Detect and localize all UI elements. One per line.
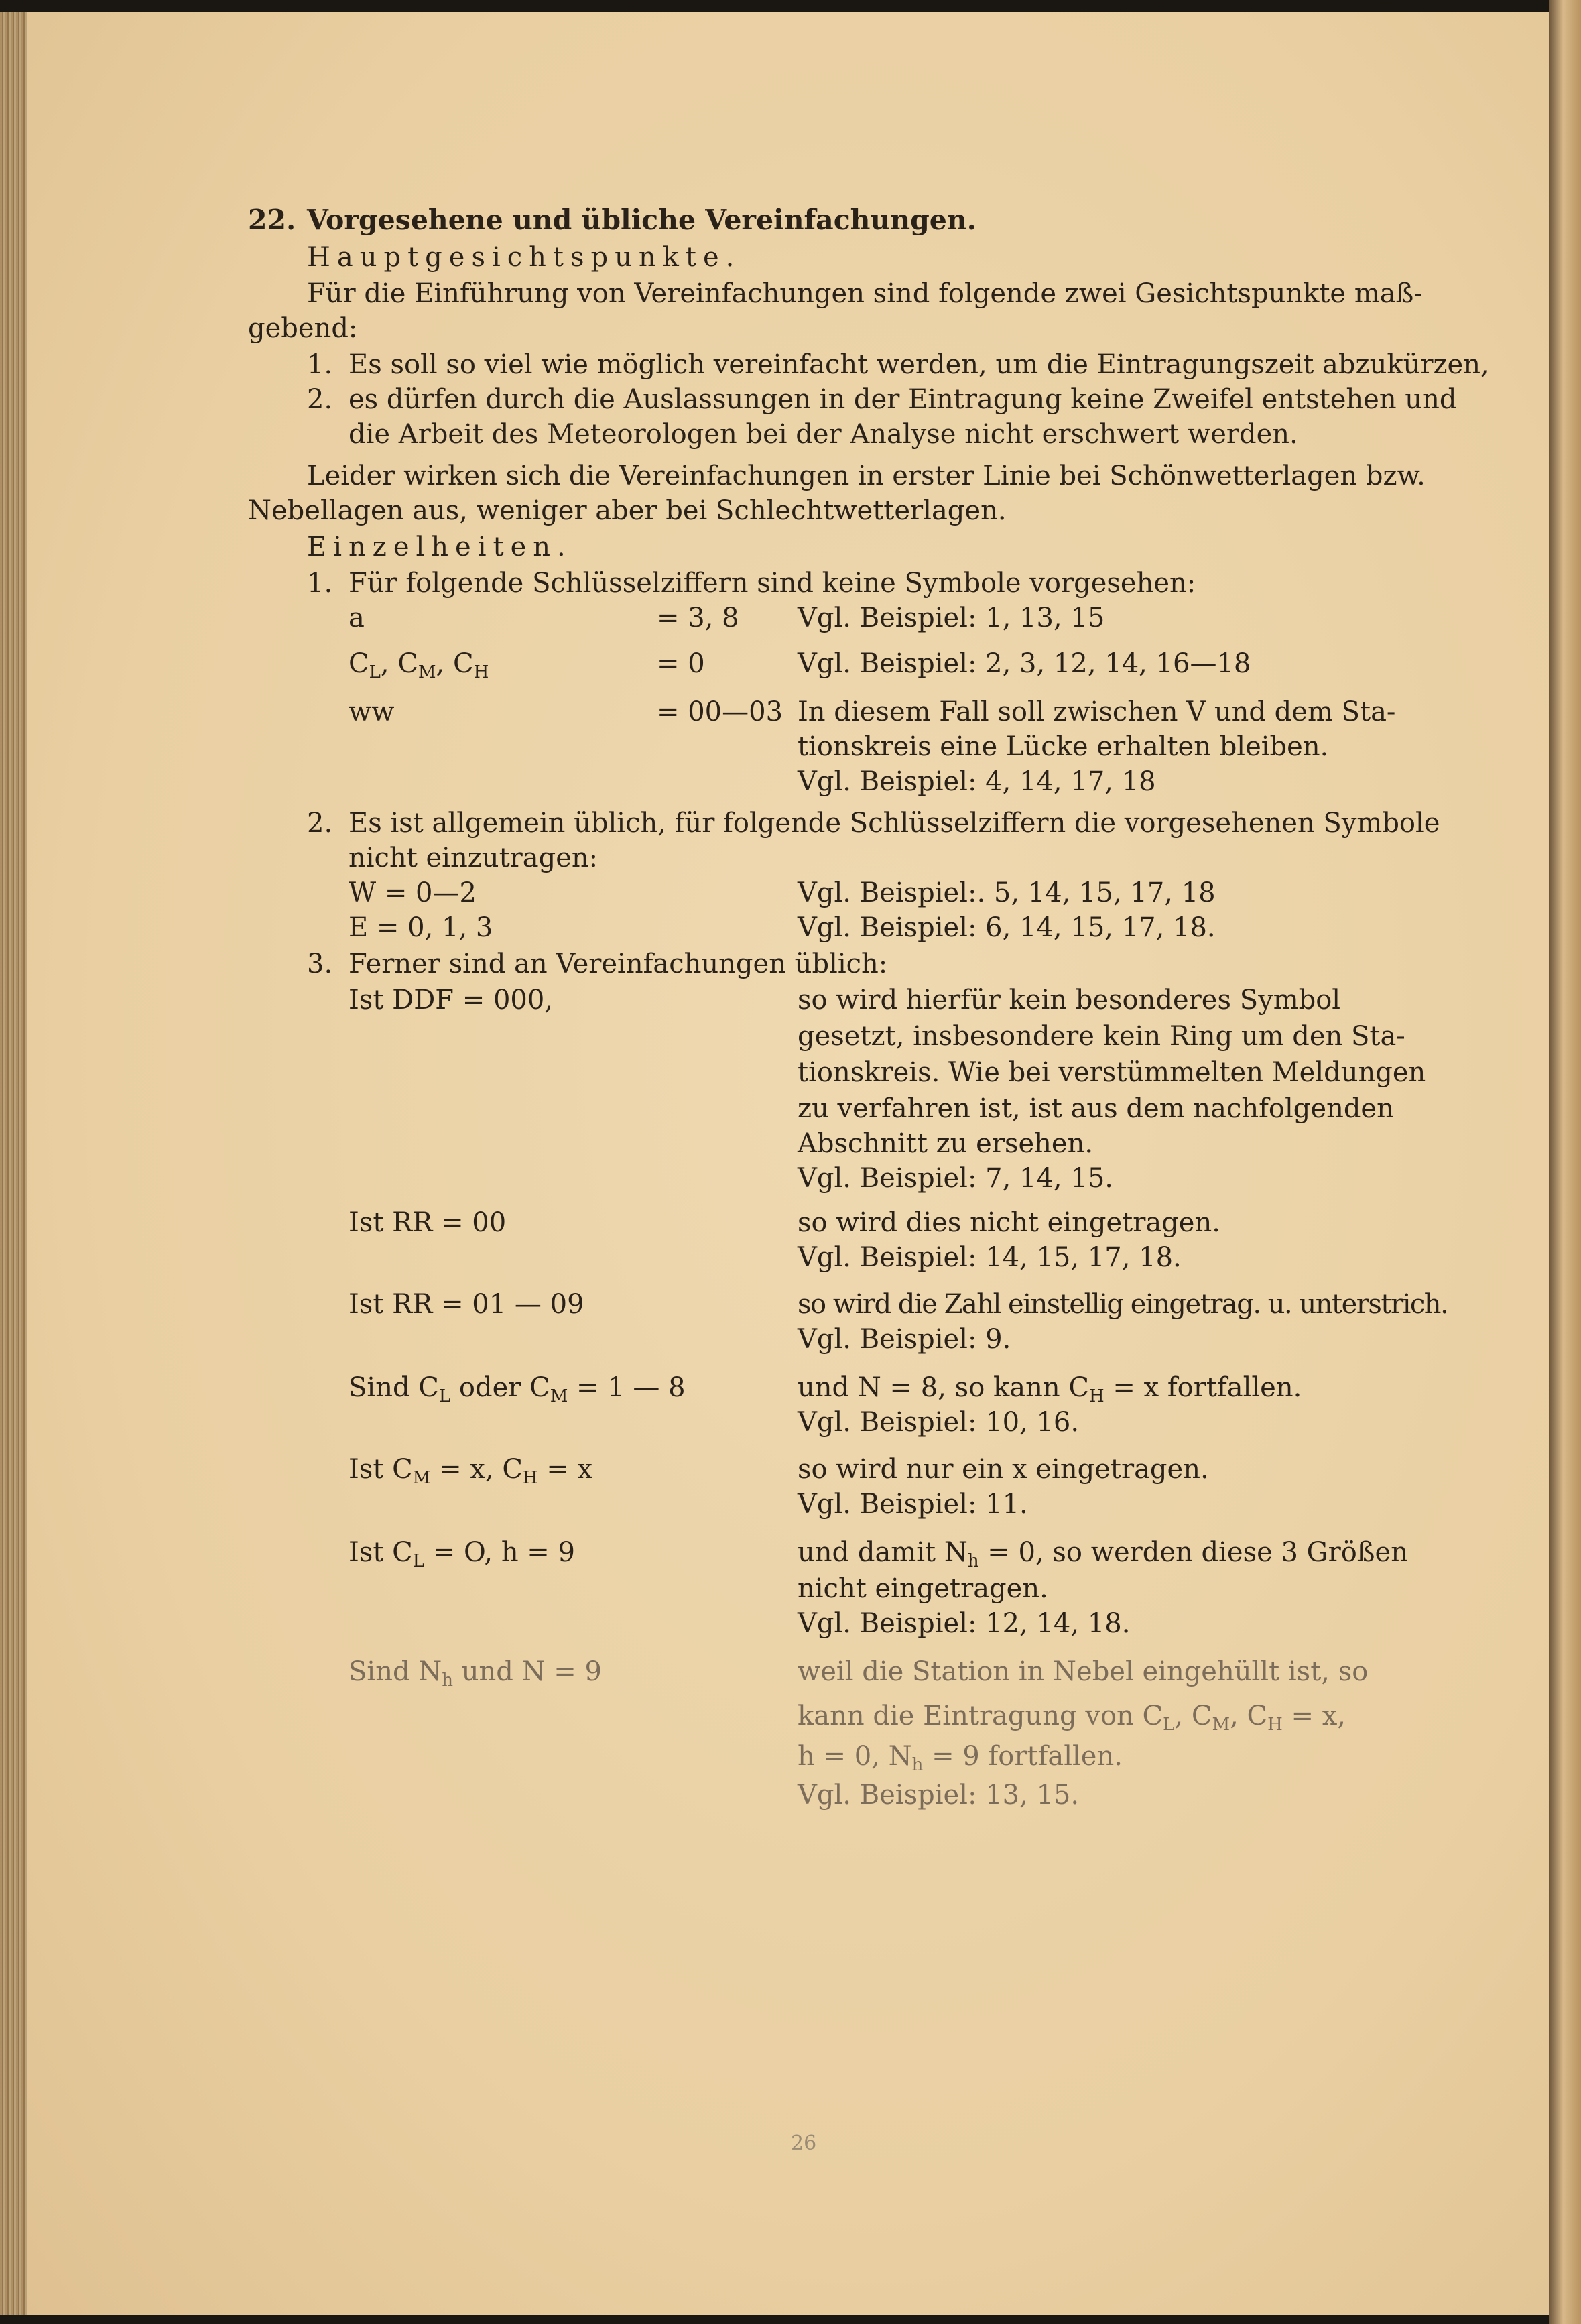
- intro-line-2: gebend:: [248, 313, 358, 344]
- rule-rr0109-desc-2: Vgl. Beispiel: 9.: [798, 1324, 1011, 1355]
- point-number-1: 1.: [307, 349, 333, 380]
- row-e-label: E = 0, 1, 3: [349, 912, 493, 943]
- subheading-einzelheiten: Einzelheiten.: [307, 532, 572, 562]
- rule-ddf-desc-6: Vgl. Beispiel: 7, 14, 15.: [798, 1163, 1113, 1194]
- row-e-desc: Vgl. Beispiel: 6, 14, 15, 17, 18.: [798, 912, 1216, 943]
- row-ww-desc-2: tionskreis eine Lücke erhalten bleiben.: [798, 731, 1329, 762]
- row-cloud-symbols-desc: Vgl. Beispiel: 2, 3, 12, 14, 16—18: [798, 648, 1251, 679]
- rule-nh-n-desc-4: Vgl. Beispiel: 13, 15.: [798, 1780, 1080, 1811]
- rule-nh-n-desc-2: kann die Eintragung von $C_L$, $C_M$, $C_H = x$,: [798, 1701, 1346, 1735]
- point-number-2: 2.: [307, 384, 333, 415]
- row-w-label: W = 0—2: [349, 877, 477, 908]
- paragraph-leider-2: Nebellagen aus, weniger aber bei Schlechtwetterlagen.: [248, 495, 1007, 526]
- rule-cl-cm-desc-1: und N = 8, so kann $C_H = x$ fortfallen.: [798, 1372, 1302, 1406]
- paragraph-leider-1: Leider wirken sich die Vereinfachungen in erster Linie bei Schönwetterlagen bzw.: [307, 461, 1426, 491]
- rule-ddf-desc-4: zu verfahren ist, ist aus dem nachfolgenden: [798, 1093, 1394, 1124]
- point-text-1: Es soll so viel wie möglich vereinfacht werden, um die Eintragungszeit abzukürzen,: [349, 349, 1489, 380]
- rule-nh-n-condition: Sind $N_h$ und N = 9: [349, 1656, 602, 1691]
- item-3-text: Ferner sind an Vereinfachungen üblich:: [349, 949, 888, 979]
- row-a-desc: Vgl. Beispiel: 1, 13, 15: [798, 603, 1105, 633]
- rule-rr0109-condition: Ist RR = 01 — 09: [349, 1289, 584, 1320]
- row-w-desc: Vgl. Beispiel:. 5, 14, 15, 17, 18: [798, 877, 1216, 908]
- row-ww-desc-1: In diesem Fall soll zwischen V und dem Sta-: [798, 696, 1396, 727]
- row-cloud-symbols-label: $C_L$, $C_M$, $C_H$: [349, 648, 489, 682]
- item-1-number: 1.: [307, 568, 333, 599]
- row-ww-value: = 00—03: [657, 696, 783, 727]
- rule-cl-h-desc-3: Vgl. Beispiel: 12, 14, 18.: [798, 1608, 1131, 1639]
- rule-nh-n-desc-3: h = 0, $N_h = 9$ fortfallen.: [798, 1741, 1123, 1775]
- rule-rr00-desc-1: so wird dies nicht eingetragen.: [798, 1207, 1220, 1238]
- rule-cl-h-condition: Ist $C_L = O$, h = 9: [349, 1537, 575, 1571]
- rule-ddf-desc-1: so wird hierfür kein besonderes Symbol: [798, 985, 1341, 1016]
- rule-cm-ch-desc-1: so wird nur ein x eingetragen.: [798, 1454, 1209, 1485]
- item-2-text-1: Es ist allgemein üblich, für folgende Schlüsselziffern die vorgesehenen Symbole: [349, 808, 1440, 839]
- rule-ddf-desc-3: tionskreis. Wie bei verstümmelten Meldungen: [798, 1057, 1426, 1088]
- item-1-text: Für folgende Schlüsselziffern sind keine Symbole vorgesehen:: [349, 568, 1196, 599]
- rule-cm-ch-condition: Ist $C_M = x$, $C_H = x$: [349, 1454, 593, 1488]
- rule-cm-ch-desc-2: Vgl. Beispiel: 11.: [798, 1489, 1028, 1520]
- rule-cl-cm-condition: Sind $C_L$ oder $C_M = 1$ — 8: [349, 1372, 686, 1406]
- rule-rr0109-desc-1: so wird die Zahl einstellig eingetrag. u. unterstrich.: [798, 1289, 1448, 1320]
- row-ww-label: ww: [349, 696, 395, 727]
- rule-ddf-condition: Ist DDF = 000,: [349, 985, 554, 1016]
- rule-cl-h-desc-1: und damit $N_h = 0$, so werden diese 3 Größen: [798, 1537, 1408, 1571]
- point-text-2b: die Arbeit des Meteorologen bei der Analyse nicht erschwert werden.: [349, 419, 1298, 450]
- rule-cl-h-desc-2: nicht eingetragen.: [798, 1573, 1048, 1604]
- subheading-hauptgesichtspunkte: Hauptgesichtspunkte.: [307, 242, 741, 273]
- rule-cl-cm-desc-2: Vgl. Beispiel: 10, 16.: [798, 1407, 1080, 1438]
- section-number: 22.: [248, 204, 296, 236]
- point-text-2a: es dürfen durch die Auslassungen in der Eintragung keine Zweifel entstehen und: [349, 384, 1457, 415]
- rule-ddf-desc-2: gesetzt, insbesondere kein Ring um den Sta-: [798, 1021, 1405, 1052]
- intro-line-1: Für die Einführung von Vereinfachungen sind folgende zwei Gesichtspunkte maß-: [307, 278, 1423, 309]
- row-a-label: a: [349, 603, 365, 633]
- row-cloud-symbols-value: = 0: [657, 648, 705, 679]
- rule-rr00-desc-2: Vgl. Beispiel: 14, 15, 17, 18.: [798, 1242, 1182, 1273]
- row-a-value: = 3, 8: [657, 603, 739, 633]
- rule-ddf-desc-5: Abschnitt zu ersehen.: [798, 1128, 1094, 1159]
- page-number: 26: [791, 2132, 817, 2155]
- section-title: Vorgesehene und übliche Vereinfachungen.: [307, 204, 976, 236]
- rule-nh-n-desc-1: weil die Station in Nebel eingehüllt ist, so: [798, 1656, 1369, 1687]
- item-2-number: 2.: [307, 808, 333, 839]
- row-ww-desc-3: Vgl. Beispiel: 4, 14, 17, 18: [798, 766, 1156, 797]
- item-2-text-2: nicht einzutragen:: [349, 843, 598, 873]
- rule-rr00-condition: Ist RR = 00: [349, 1207, 507, 1238]
- item-3-number: 3.: [307, 949, 333, 979]
